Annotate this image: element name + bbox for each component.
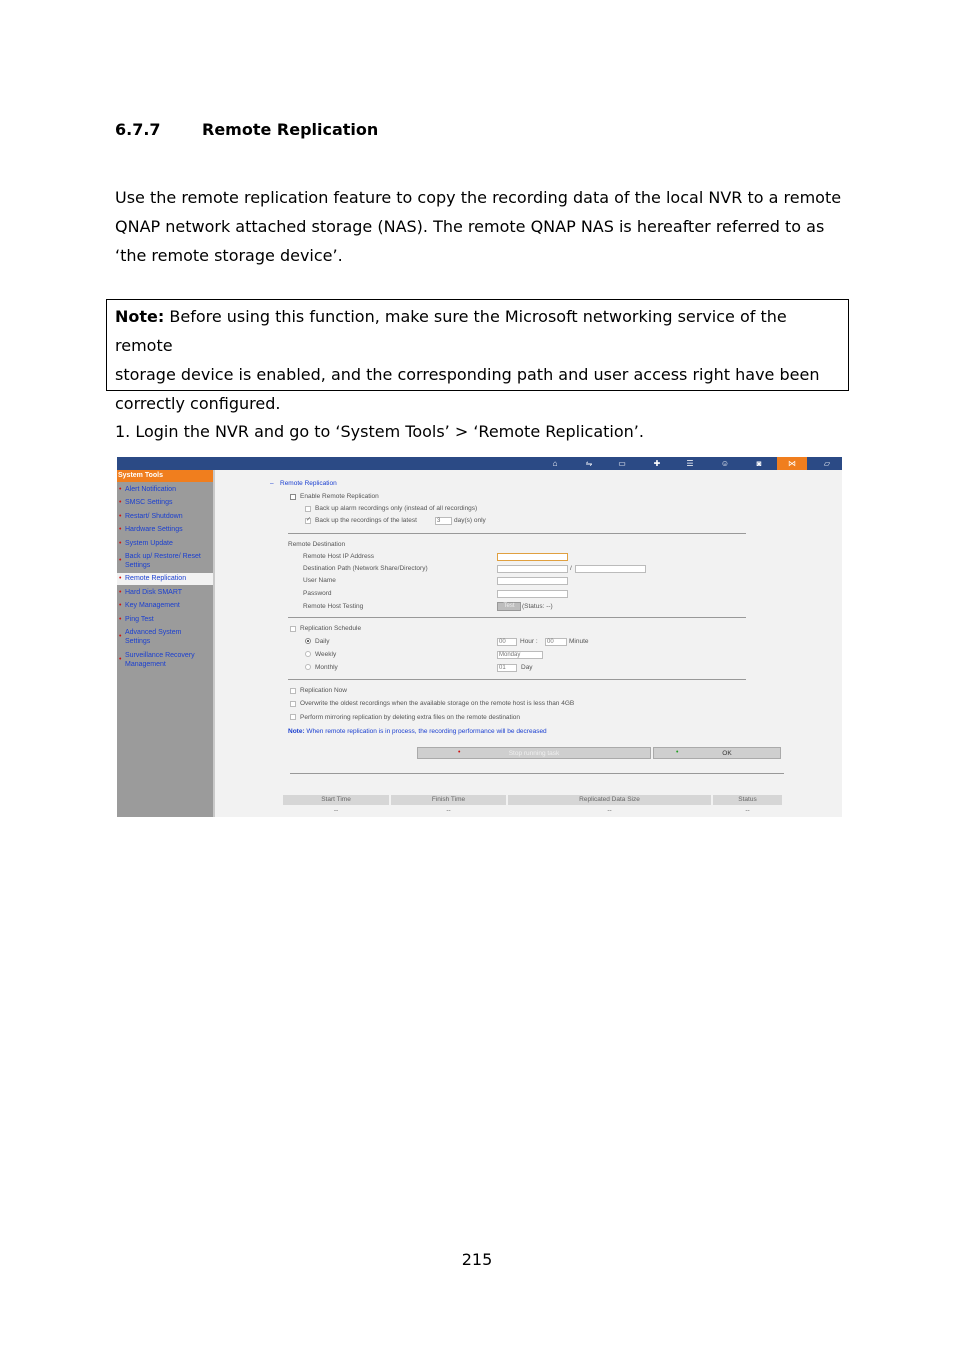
sidebar-title: System Tools	[117, 470, 213, 482]
network-icon[interactable]: ⇋	[585, 459, 593, 468]
daily-radio[interactable]	[305, 638, 311, 644]
alarm-only-checkbox[interactable]	[305, 506, 311, 512]
intro-line: QNAP network attached storage (NAS). The remote QNAP NAS is hereafter referred to as	[115, 217, 825, 236]
intro-paragraph	[115, 183, 850, 270]
password-input[interactable]	[497, 590, 568, 598]
replicate-now-checkbox[interactable]	[290, 688, 296, 694]
latest-days-prefix: Back up the recordings of the latest	[315, 517, 417, 524]
schedule-label: Replication Schedule	[300, 625, 362, 632]
col-start-time: Start Time	[283, 795, 389, 805]
step-1: 1. Login the NVR and go to ‘System Tools’ > ‘Remote Replication’.	[115, 422, 644, 441]
table-cell: --	[446, 807, 451, 814]
section-number: 6.7.7	[115, 120, 161, 139]
ok-icon: •	[676, 749, 679, 756]
weekday-select[interactable]: Monday	[497, 651, 543, 659]
directory-input[interactable]	[575, 565, 646, 573]
daily-label: Daily	[315, 638, 330, 645]
overwrite-label: Overwrite the oldest recordings when the available storage on the remote host is less than 4GB	[300, 700, 575, 707]
table-cell: --	[607, 807, 612, 814]
form-note: Note: When remote replication is in process, the recording performance will be decreased	[288, 728, 547, 735]
host-ip-input[interactable]	[497, 553, 568, 561]
note-line: storage device is enabled, and the corresponding path and user access right have been	[115, 365, 820, 384]
nvr-screenshot	[117, 457, 842, 817]
note-line: correctly configured.	[115, 394, 281, 413]
collapse-icon[interactable]: –	[270, 480, 274, 487]
col-data-size: Replicated Data Size	[508, 795, 711, 805]
system-tools-icon[interactable]: ⋈	[777, 457, 807, 470]
alarm-only-label: Back up alarm recordings only (instead of all recordings)	[315, 505, 478, 512]
day-label: Day	[521, 664, 533, 671]
divider	[288, 617, 746, 618]
host-testing-label: Remote Host Testing	[303, 603, 364, 610]
overwrite-checkbox[interactable]	[290, 701, 296, 707]
mirroring-label: Perform mirroring replication by deleting extra files on the remote destination	[300, 714, 521, 721]
section-heading	[115, 120, 378, 139]
weekly-radio[interactable]	[305, 651, 311, 657]
hour-label: Hour :	[520, 638, 538, 645]
stop-icon: •	[458, 749, 461, 756]
recording-settings-icon[interactable]: ☰	[686, 459, 694, 468]
col-finish-time: Finish Time	[391, 795, 506, 805]
note-line: Before using this function, make sure the Microsoft networking service of the remote	[115, 307, 787, 355]
connection-icon[interactable]: ✚	[653, 459, 661, 468]
user-name-input[interactable]	[497, 577, 568, 585]
logs-icon[interactable]: ▱	[823, 459, 831, 468]
divider	[288, 533, 746, 534]
page-number: 215	[461, 1250, 493, 1269]
replicate-now-label: Replication Now	[300, 687, 347, 694]
col-status: Status	[713, 795, 782, 805]
home-icon[interactable]: ⌂	[552, 459, 558, 468]
disk-icon[interactable]: ◙	[756, 459, 762, 468]
test-status: (Status: --)	[522, 603, 553, 610]
path-separator: /	[570, 565, 572, 572]
latest-days-input[interactable]: 3	[435, 517, 452, 525]
password-label: Password	[303, 590, 332, 597]
stop-running-task-button[interactable]: • Stop running task	[417, 747, 651, 759]
divider	[288, 679, 746, 680]
sidebar: System Tools • Alert Notification • SMSC Settings • Restart/ Shutdown • Hardware Settings • System Update • Back up/ Restore/ Reset Settings • Remote Replication • Hard Disk SMART • Key Management • Ping Test • Advanced System Settings • Surveillance Recovery Management	[117, 470, 213, 817]
test-button[interactable]: Test	[497, 602, 521, 611]
user-name-label: User Name	[303, 577, 336, 584]
latest-days-checkbox[interactable]	[305, 518, 311, 524]
latest-days-suffix: day(s) only	[454, 517, 486, 524]
sidebar-item-backup-restore[interactable]: • Back up/ Restore/ Reset Settings	[119, 553, 201, 569]
users-icon[interactable]: ☺	[720, 459, 730, 468]
schedule-checkbox[interactable]	[290, 626, 296, 632]
note-text	[115, 302, 843, 418]
weekly-label: Weekly	[315, 651, 337, 658]
sidebar-item-advanced-system-settings[interactable]: • Advanced System Settings	[119, 629, 182, 645]
table-cell: --	[333, 807, 339, 814]
intro-line: ‘the remote storage device’.	[115, 246, 343, 265]
monthly-label: Monthly	[315, 664, 338, 671]
section-title: Remote Replication	[202, 120, 379, 139]
day-select[interactable]: 01	[497, 664, 517, 672]
minute-label: Minute	[569, 638, 589, 645]
sidebar-item-surveillance-recovery[interactable]: • Surveillance Recovery Management	[119, 652, 195, 668]
mirroring-checkbox[interactable]	[290, 714, 296, 720]
minute-select[interactable]: 00	[545, 638, 567, 646]
share-input[interactable]	[497, 565, 568, 573]
remote-replication-form	[215, 470, 842, 817]
check-icon: ✓	[306, 517, 312, 523]
top-toolbar	[117, 457, 842, 470]
enable-replication-label: Enable Remote Replication	[300, 493, 379, 500]
monthly-radio[interactable]	[305, 664, 311, 670]
divider	[290, 773, 784, 774]
remote-destination-heading: Remote Destination	[288, 541, 346, 548]
intro-line: Use the remote replication feature to copy the recording data of the local NVR to a remote	[115, 188, 842, 207]
form-section-title: Remote Replication	[280, 480, 337, 487]
dest-path-label: Destination Path (Network Share/Directory)	[303, 565, 428, 572]
host-ip-label: Remote Host IP Address	[303, 553, 375, 560]
note-label: Note:	[115, 307, 165, 326]
enable-replication-checkbox[interactable]	[290, 494, 296, 500]
camera-settings-icon[interactable]: ▭	[618, 459, 626, 468]
ok-button[interactable]: • OK	[653, 747, 781, 759]
table-cell: --	[745, 807, 750, 814]
sidebar-item-remote-replication[interactable]: • Remote Replication	[117, 573, 213, 585]
hour-select[interactable]: 00	[497, 638, 517, 646]
